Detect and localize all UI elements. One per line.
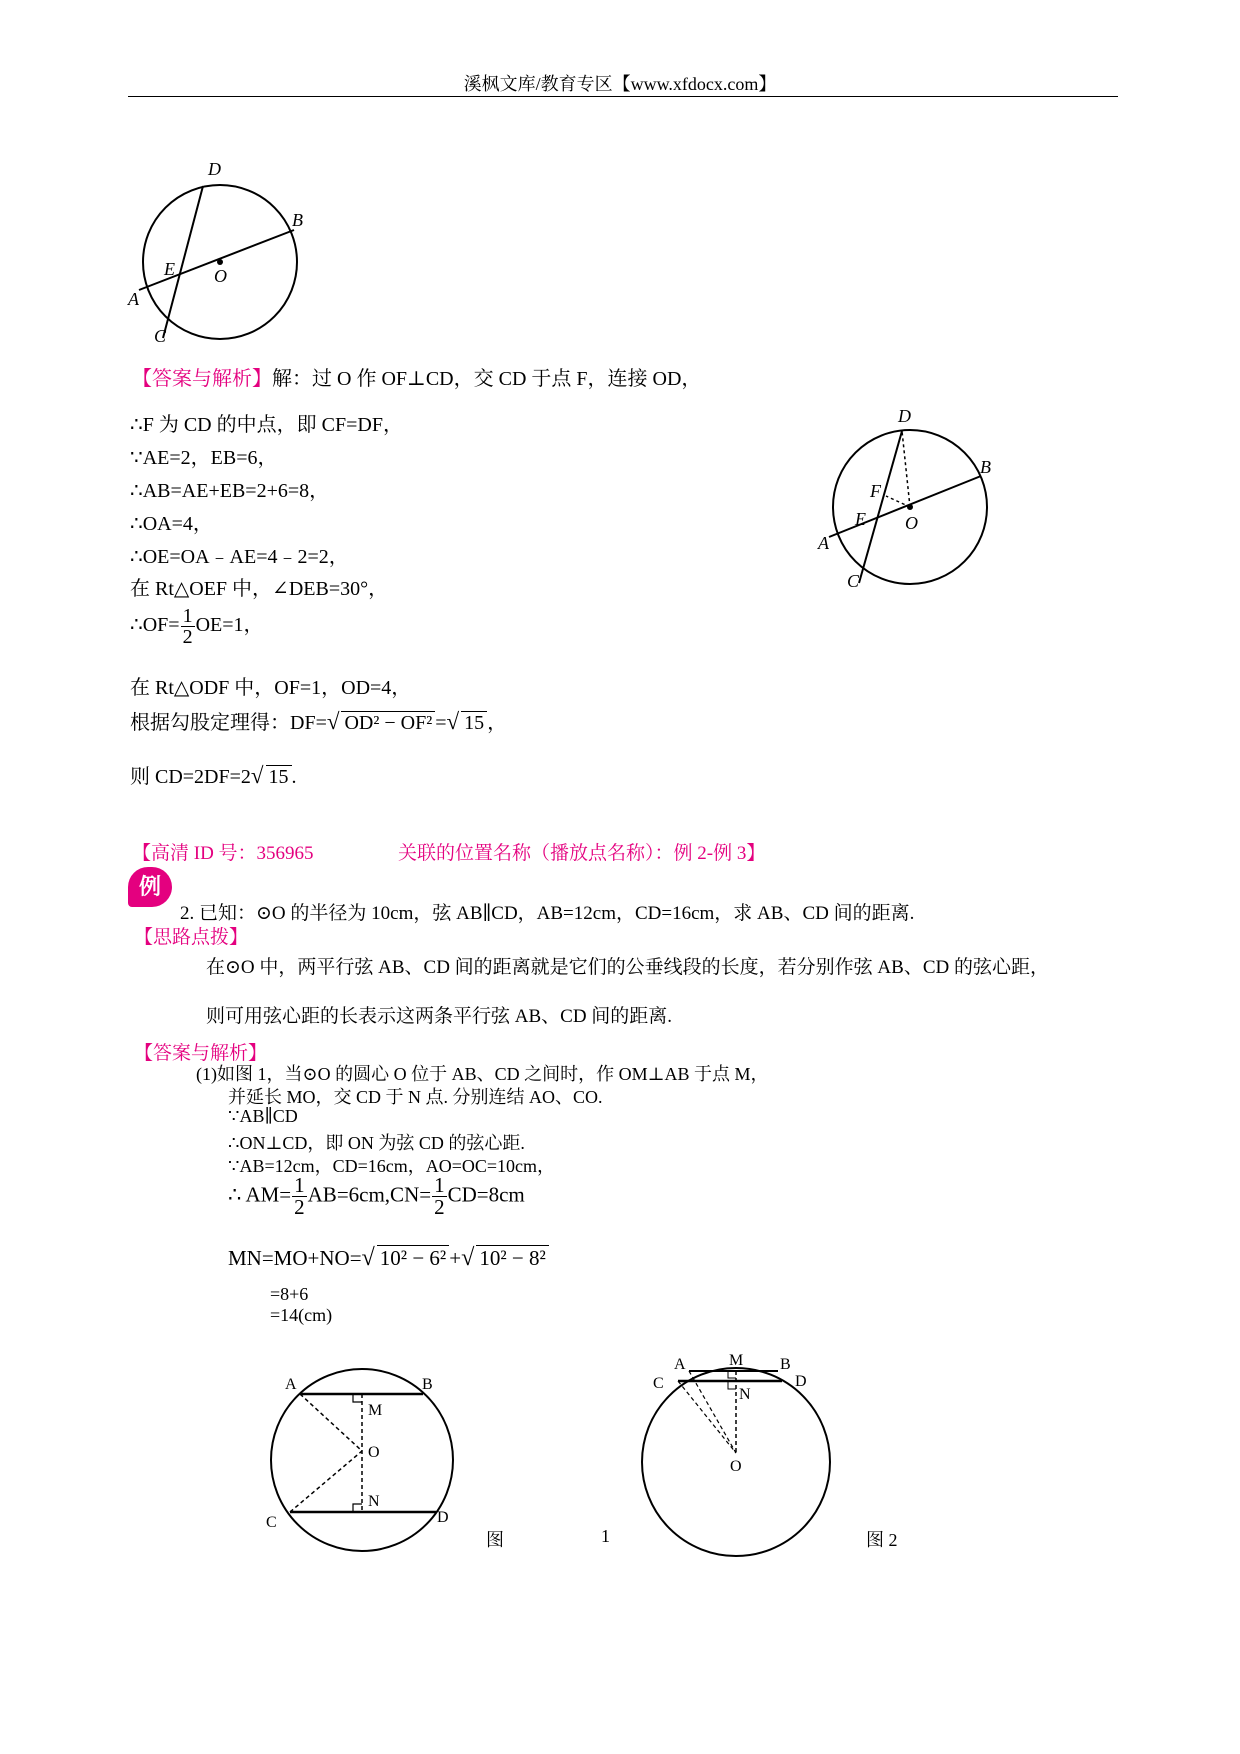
fraction-denominator: 2	[434, 1195, 445, 1219]
fraction-numerator: 1	[294, 1173, 305, 1197]
fraction-denominator: 2	[182, 626, 193, 648]
label-d: D	[437, 1509, 449, 1526]
label-b: B	[980, 457, 991, 477]
header-rule	[128, 96, 1118, 97]
line7-suffix: OE=1，	[195, 614, 264, 637]
label-d: D	[898, 406, 911, 426]
answer-tag: 【答案与解析】	[132, 368, 272, 390]
radical-sign: √	[361, 1244, 375, 1271]
line10-prefix: 则 CD=2DF=2	[130, 766, 251, 788]
label-m: M	[729, 1352, 744, 1369]
radical-sign: √	[326, 709, 340, 734]
label-a: A	[285, 1376, 297, 1393]
solution-line-8: 在 Rt△ODF 中，OF=1，OD=4，	[130, 677, 412, 699]
solution-line-5: ∴OE=OA﹣AE=4﹣2=2，	[130, 546, 349, 568]
answer-line-1: (1)如图 1，当⊙O 的圆心 O 位于 AB、CD 之间时，作 OM⊥AB 于点 M，	[196, 1064, 769, 1084]
label-b: B	[780, 1356, 791, 1373]
center-dot	[217, 259, 223, 265]
answer-line-4: ∴ON⊥CD，即 ON 为弦 CD 的弦心距.	[228, 1133, 525, 1153]
fraction-half	[181, 606, 195, 647]
example-problem: 2. 已知：⊙O 的半径为 10cm，弦 AB∥CD，AB=12cm，CD=16cm，求 AB、CD 间的距离.	[180, 903, 915, 924]
label-c: C	[847, 571, 860, 591]
result-line-2: =14(cm)	[270, 1305, 333, 1325]
fraction-numerator: 1	[182, 605, 193, 627]
id-line-left: 【高清 ID 号：356965	[132, 843, 314, 864]
solution-intro-text: 解：过 O 作 OF⊥CD，交 CD 于点 F，连接 OD，	[272, 368, 702, 390]
label-c: C	[266, 1514, 277, 1531]
radical-sign: √	[250, 763, 264, 788]
label-b: B	[422, 1376, 433, 1393]
circle-figure-top	[120, 150, 320, 350]
radicand-1: 10² − 6²	[377, 1245, 449, 1271]
label-o: O	[905, 513, 918, 533]
fraction-half	[292, 1175, 307, 1218]
label-a: A	[818, 533, 829, 553]
answer-tag-2: 【答案与解析】	[134, 1043, 268, 1064]
circle-figure-right	[810, 405, 1010, 595]
label-f: F	[870, 481, 881, 501]
solution-line-4: ∴OA=4，	[130, 513, 213, 535]
radicand-od-of: OD² − OF²	[341, 711, 435, 735]
page-header: 溪枫文库/教育专区【www.xfdocx.com】	[463, 74, 777, 94]
fraction-denominator: 2	[294, 1195, 305, 1219]
radicand-2: 10² − 8²	[476, 1245, 548, 1271]
label-o: O	[368, 1444, 380, 1461]
solution-line-3: ∴AB=AE+EB=2+6=8，	[130, 480, 330, 502]
answer-line-2: 并延长 MO，交 CD 于 N 点. 分别连结 AO、CO.	[228, 1087, 603, 1107]
right-angle-m	[728, 1371, 736, 1378]
plus-sign: +	[449, 1246, 462, 1270]
label-c: C	[653, 1375, 664, 1392]
fraction-numerator: 1	[434, 1173, 445, 1197]
figure-1-caption-a: 图	[486, 1530, 504, 1550]
solution-line-6: 在 Rt△OEF 中，∠DEB=30°，	[130, 578, 389, 600]
solution-line-9	[130, 706, 507, 735]
formula-am-cn	[228, 1175, 525, 1218]
label-d: D	[208, 159, 221, 179]
segment-co	[678, 1381, 736, 1453]
label-n: N	[739, 1386, 751, 1403]
answer-line-5: ∵AB=12cm，CD=16cm，AO=OC=10cm，	[228, 1156, 556, 1176]
label-o: O	[730, 1458, 742, 1475]
diagram-figure-2	[630, 1345, 850, 1560]
line10-end: .	[291, 766, 297, 788]
hint-line-1: 在⊙O 中，两平行弦 AB、CD 间的距离就是它们的公垂线段的长度，若分别作弦 AB、CD 的弦心距，	[206, 957, 1049, 978]
label-c: C	[154, 326, 167, 346]
hint-tag: 【思路点拨】	[134, 927, 249, 948]
segment-od	[902, 431, 910, 507]
solution-line-7	[130, 606, 264, 647]
formula2-prefix: MN=MO+NO=	[228, 1246, 362, 1270]
radical-sign: √	[446, 709, 460, 734]
label-n: N	[368, 1493, 380, 1510]
formula1-prefix: ∴ AM=	[228, 1182, 292, 1207]
line9-prefix: 根据勾股定理得：DF=	[130, 712, 327, 734]
formula1-suffix: CD=8cm	[447, 1182, 525, 1207]
radicand-15: 15	[461, 711, 487, 735]
formula1-middle: AB=6cm,CN=	[307, 1182, 432, 1207]
formula-mn	[228, 1244, 549, 1272]
hint-line-2: 则可用弦心距的长表示这两条平行弦 AB、CD 间的距离.	[206, 1006, 673, 1027]
result-line-1: =8+6	[270, 1284, 309, 1304]
equals-sign: =	[435, 712, 447, 734]
solution-intro	[132, 362, 701, 391]
radical-sign: √	[461, 1244, 475, 1271]
solution-line-10	[130, 760, 297, 789]
center-dot	[907, 504, 913, 510]
line7-prefix: ∴OF=	[130, 614, 180, 637]
segment-ao	[689, 1371, 736, 1453]
label-m: M	[368, 1402, 383, 1419]
fraction-half-2	[432, 1175, 447, 1218]
chord-cd	[859, 431, 902, 583]
id-line-right: 关联的位置名称（播放点名称）：例 2-例 3】	[398, 843, 766, 864]
solution-line-2: ∵AE=2，EB=6，	[130, 447, 278, 469]
line9-end: ，	[487, 712, 508, 734]
label-o: O	[214, 266, 227, 286]
figure-1-caption-b: 1	[601, 1526, 610, 1546]
label-b: B	[292, 210, 303, 230]
segment-co	[290, 1451, 362, 1512]
label-e: E	[855, 509, 866, 529]
label-a: A	[674, 1356, 686, 1373]
label-e: E	[164, 259, 175, 279]
answer-line-3: ∵AB∥CD	[228, 1106, 298, 1126]
figure-2-caption: 图 2	[866, 1530, 898, 1550]
diagram-figure-1	[255, 1355, 475, 1565]
label-a: A	[128, 289, 139, 309]
example-badge: 例	[128, 867, 172, 907]
label-d: D	[795, 1373, 807, 1390]
solution-line-1: ∴F 为 CD 的中点，即 CF=DF，	[130, 414, 403, 436]
radicand-15: 15	[266, 765, 292, 789]
